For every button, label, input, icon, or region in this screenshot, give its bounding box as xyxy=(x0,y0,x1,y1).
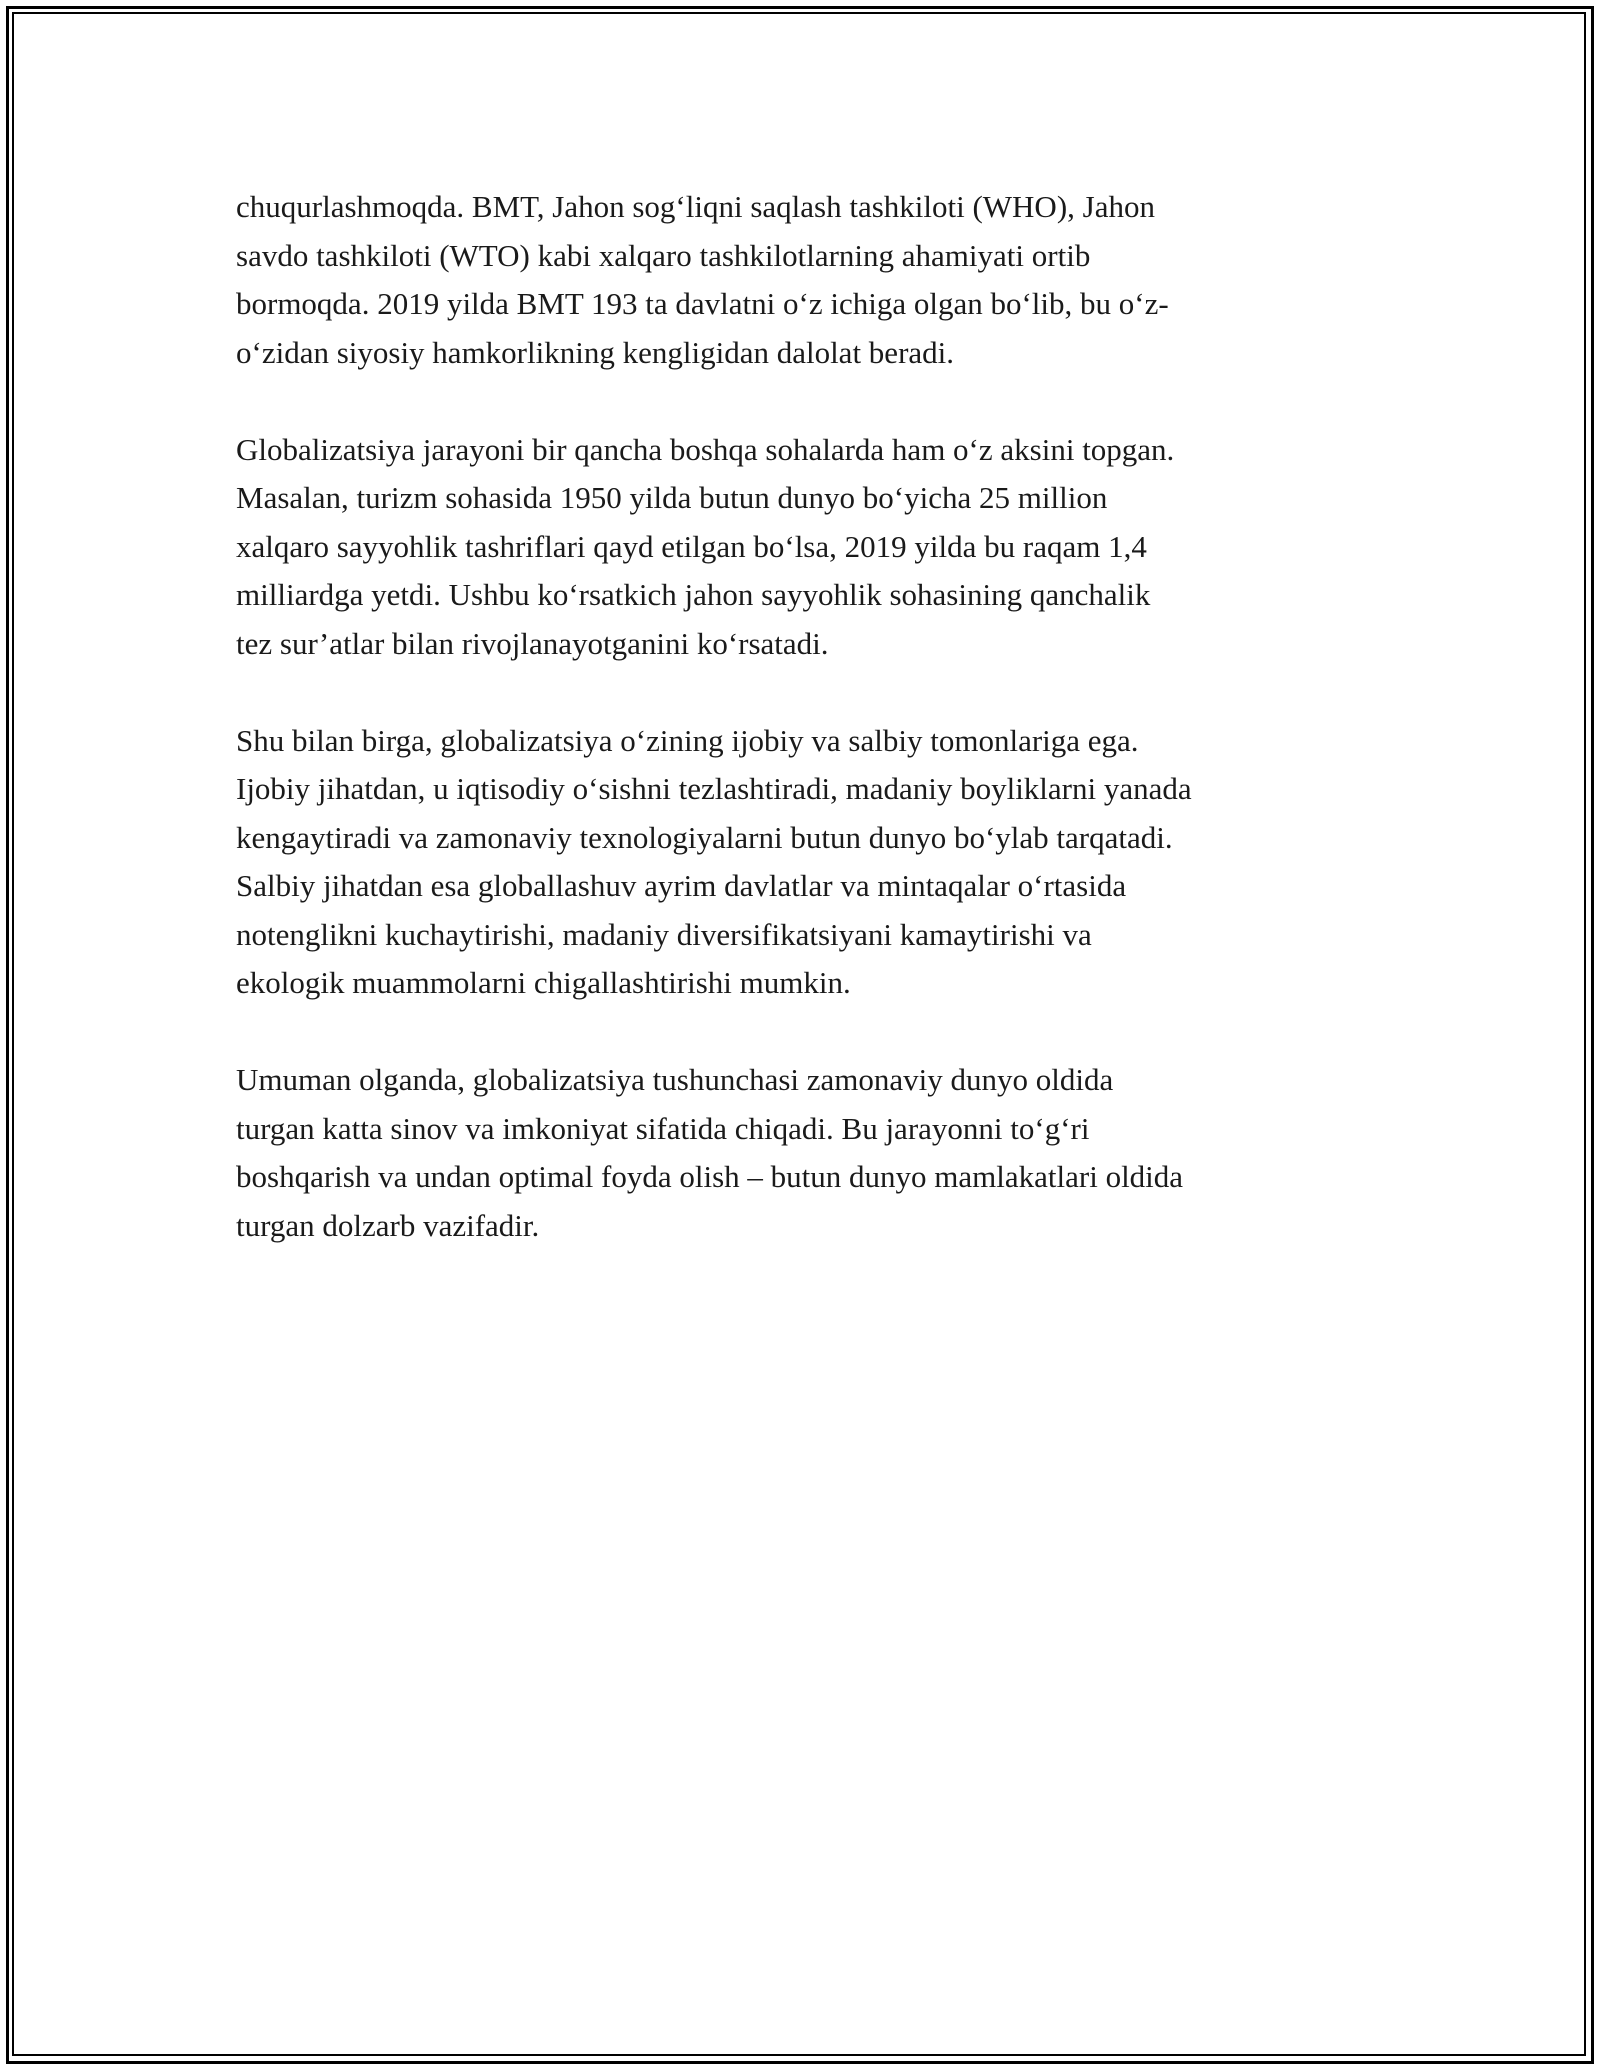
text-line: notenglikni kuchaytirishi, madaniy diversifikatsiyani kamaytirishi va xyxy=(236,916,1092,952)
text-line: Ijobiy jihatdan, u iqtisodiy o‘sishni tezlashtiradi, madaniy boyliklarni yanada xyxy=(236,771,1192,806)
text-line: Masalan, turizm sohasida 1950 yilda butun dunyo bo‘yicha 25 million xyxy=(236,480,1108,515)
text-line: savdo tashkiloti (WTO) kabi xalqaro tashkilotlarning ahamiyati ortib xyxy=(236,237,1091,273)
text-line: Globalizatsiya jarayoni bir qancha boshqa sohalarda ham o‘z aksini topgan. xyxy=(236,431,1175,467)
paragraph-2 xyxy=(236,426,1376,669)
text-line: chuqurlashmoqda. BMT, Jahon sog‘liqni saqlash tashkiloti (WHO), Jahon xyxy=(236,189,1155,224)
text-line: milliardga yetdi. Ushbu ko‘rsatkich jahon sayyohlik sohasining qanchalik xyxy=(236,577,1151,612)
text-line: boshqarish va undan optimal foyda olish – butun dunyo mamlakatlari oldida xyxy=(236,1159,1184,1194)
text-line: turgan katta sinov va imkoniyat sifatida chiqadi. Bu jarayonni to‘g‘ri xyxy=(236,1110,1090,1146)
document-body xyxy=(236,183,1376,1299)
text-line: kengaytiradi va zamonaviy texnologiyalarni butun dunyo bo‘ylab tarqatadi. xyxy=(236,819,1173,855)
paragraph-3 xyxy=(236,717,1376,1008)
text-line: Umuman olganda, globalizatsiya tushunchasi zamonaviy dunyo oldida xyxy=(236,1062,1114,1097)
text-line: xalqaro sayyohlik tashriflari qayd etilgan bo‘lsa, 2019 yilda bu raqam 1,4 xyxy=(236,528,1147,564)
text-line: ekologik muammolarni chigallashtirishi mumkin. xyxy=(236,965,851,1000)
text-line: turgan dolzarb vazifadir. xyxy=(236,1207,540,1243)
text-line: Shu bilan birga, globalizatsiya o‘zining ijobiy va salbiy tomonlariga ega. xyxy=(236,722,1139,758)
text-line: tez sur’atlar bilan rivojlanayotganini ko‘rsatadi. xyxy=(236,625,829,661)
paragraph-1 xyxy=(236,183,1376,377)
paragraph-4 xyxy=(236,1056,1376,1250)
text-line: o‘zidan siyosiy hamkorlikning kengligidan dalolat beradi. xyxy=(236,334,955,370)
text-line: Salbiy jihatdan esa globallashuv ayrim davlatlar va mintaqalar o‘rtasida xyxy=(236,868,1127,903)
text-line: bormoqda. 2019 yilda BMT 193 ta davlatni o‘z ichiga olgan bo‘lib, bu o‘z- xyxy=(236,286,1169,321)
